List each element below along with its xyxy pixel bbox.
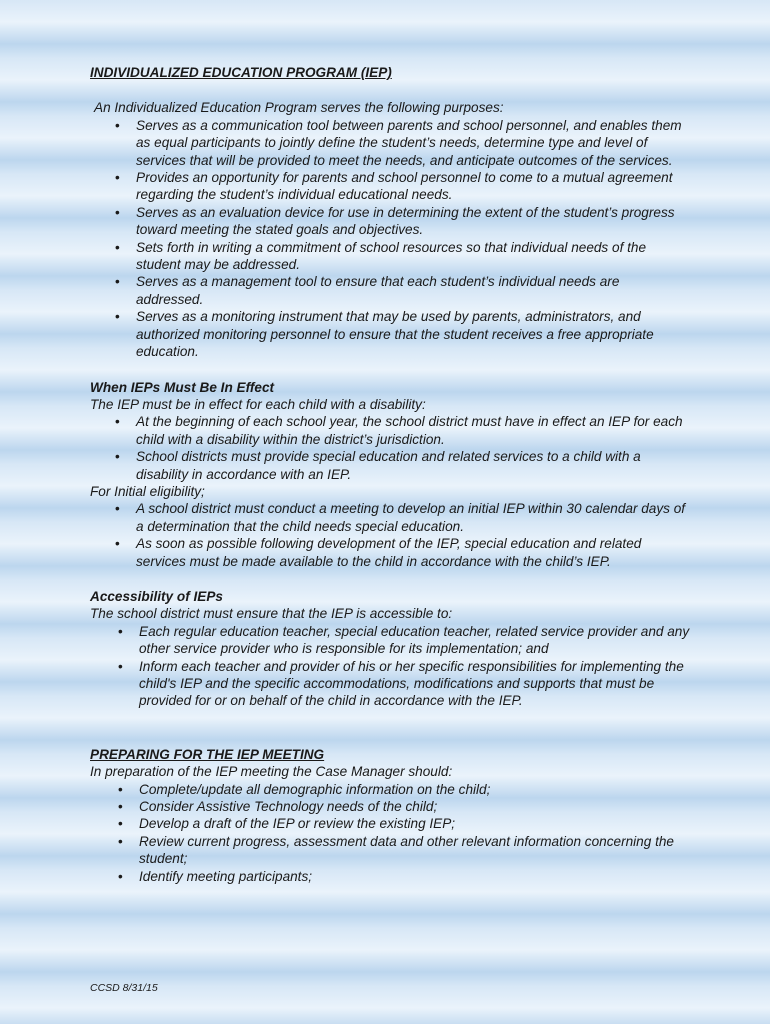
- section-lead: In preparation of the IEP meeting the Case Manager should:: [90, 764, 453, 780]
- list-item: • At the beginning of each school year, the school district must have in effect an IEP for each child with a disability within the district’s jurisdiction.: [136, 413, 690, 448]
- list-item: • Sets forth in writing a commitment of school resources so that individual needs of the student may be addressed.: [136, 239, 690, 274]
- list-item: • Serves as a monitoring instrument that may be used by parents, administrators, and authorized monitoring personnel to ensure that the student receives a free appropriate education.: [136, 308, 690, 360]
- document-title: INDIVIDUALIZED EDUCATION PROGRAM (IEP): [90, 65, 392, 80]
- list-item: • A school district must conduct a meeting to develop an initial IEP within 30 calendar days of a determination that the child needs special education.: [136, 500, 690, 535]
- section-lead: The school district must ensure that the IEP is accessible to:: [90, 606, 453, 622]
- list-item: • Identify meeting participants;: [139, 868, 690, 885]
- list-item: • Inform each teacher and provider of his or her specific responsibilities for implementing the child's IEP and the specific accommodations, modifications and supports that must be provided for or on behalf of the child in accordance with the IEP.: [139, 658, 690, 710]
- list-item: • Each regular education teacher, special education teacher, related service provider and any other service provider who is responsible for its implementation; and: [139, 623, 690, 658]
- list-item: • Consider Assistive Technology needs of the child;: [139, 798, 690, 815]
- section-heading-accessibility: Accessibility of IEPs: [90, 588, 223, 604]
- initial-list: [90, 500, 690, 570]
- intro-text: An Individualized Education Program serves the following purposes:: [94, 100, 504, 116]
- list-item: • Develop a draft of the IEP or review the existing IEP;: [139, 815, 690, 832]
- section-heading-when: When IEPs Must Be In Effect: [90, 379, 275, 395]
- list-item: • Serves as an evaluation device for use in determining the extent of the student’s progress toward meeting the stated goals and objectives.: [136, 204, 690, 239]
- purposes-list: [90, 117, 690, 361]
- section-heading-preparing: PREPARING FOR THE IEP MEETING: [90, 746, 325, 762]
- section-lead: The IEP must be in effect for each child with a disability:: [90, 396, 426, 412]
- list-item: • Complete/update all demographic information on the child;: [139, 781, 690, 798]
- list-item: • Provides an opportunity for parents and school personnel to come to a mutual agreement regarding the student’s individual educational needs.: [136, 169, 690, 204]
- access-list: [90, 623, 690, 710]
- prep-list: [90, 781, 690, 885]
- page-footer: CCSD 8/31/15: [90, 982, 158, 994]
- list-item: • Serves as a communication tool between parents and school personnel, and enables them as equal participants to jointly define the student’s needs, determine type and level of services that will be provided to meet the needs, and anticipate outcomes of the services.: [136, 117, 690, 169]
- when-list: [90, 413, 690, 483]
- list-item: • Review current progress, assessment data and other relevant information concerning the student;: [139, 833, 690, 868]
- section-lead-initial: For Initial eligibility;: [90, 483, 205, 499]
- document-body: [90, 64, 690, 885]
- list-item: • School districts must provide special education and related services to a child with a disability in accordance with an IEP.: [136, 448, 690, 483]
- list-item: • Serves as a management tool to ensure that each student’s individual needs are addressed.: [136, 273, 690, 308]
- list-item: • As soon as possible following development of the IEP, special education and related services must be made available to the child in accordance with the child’s IEP.: [136, 535, 690, 570]
